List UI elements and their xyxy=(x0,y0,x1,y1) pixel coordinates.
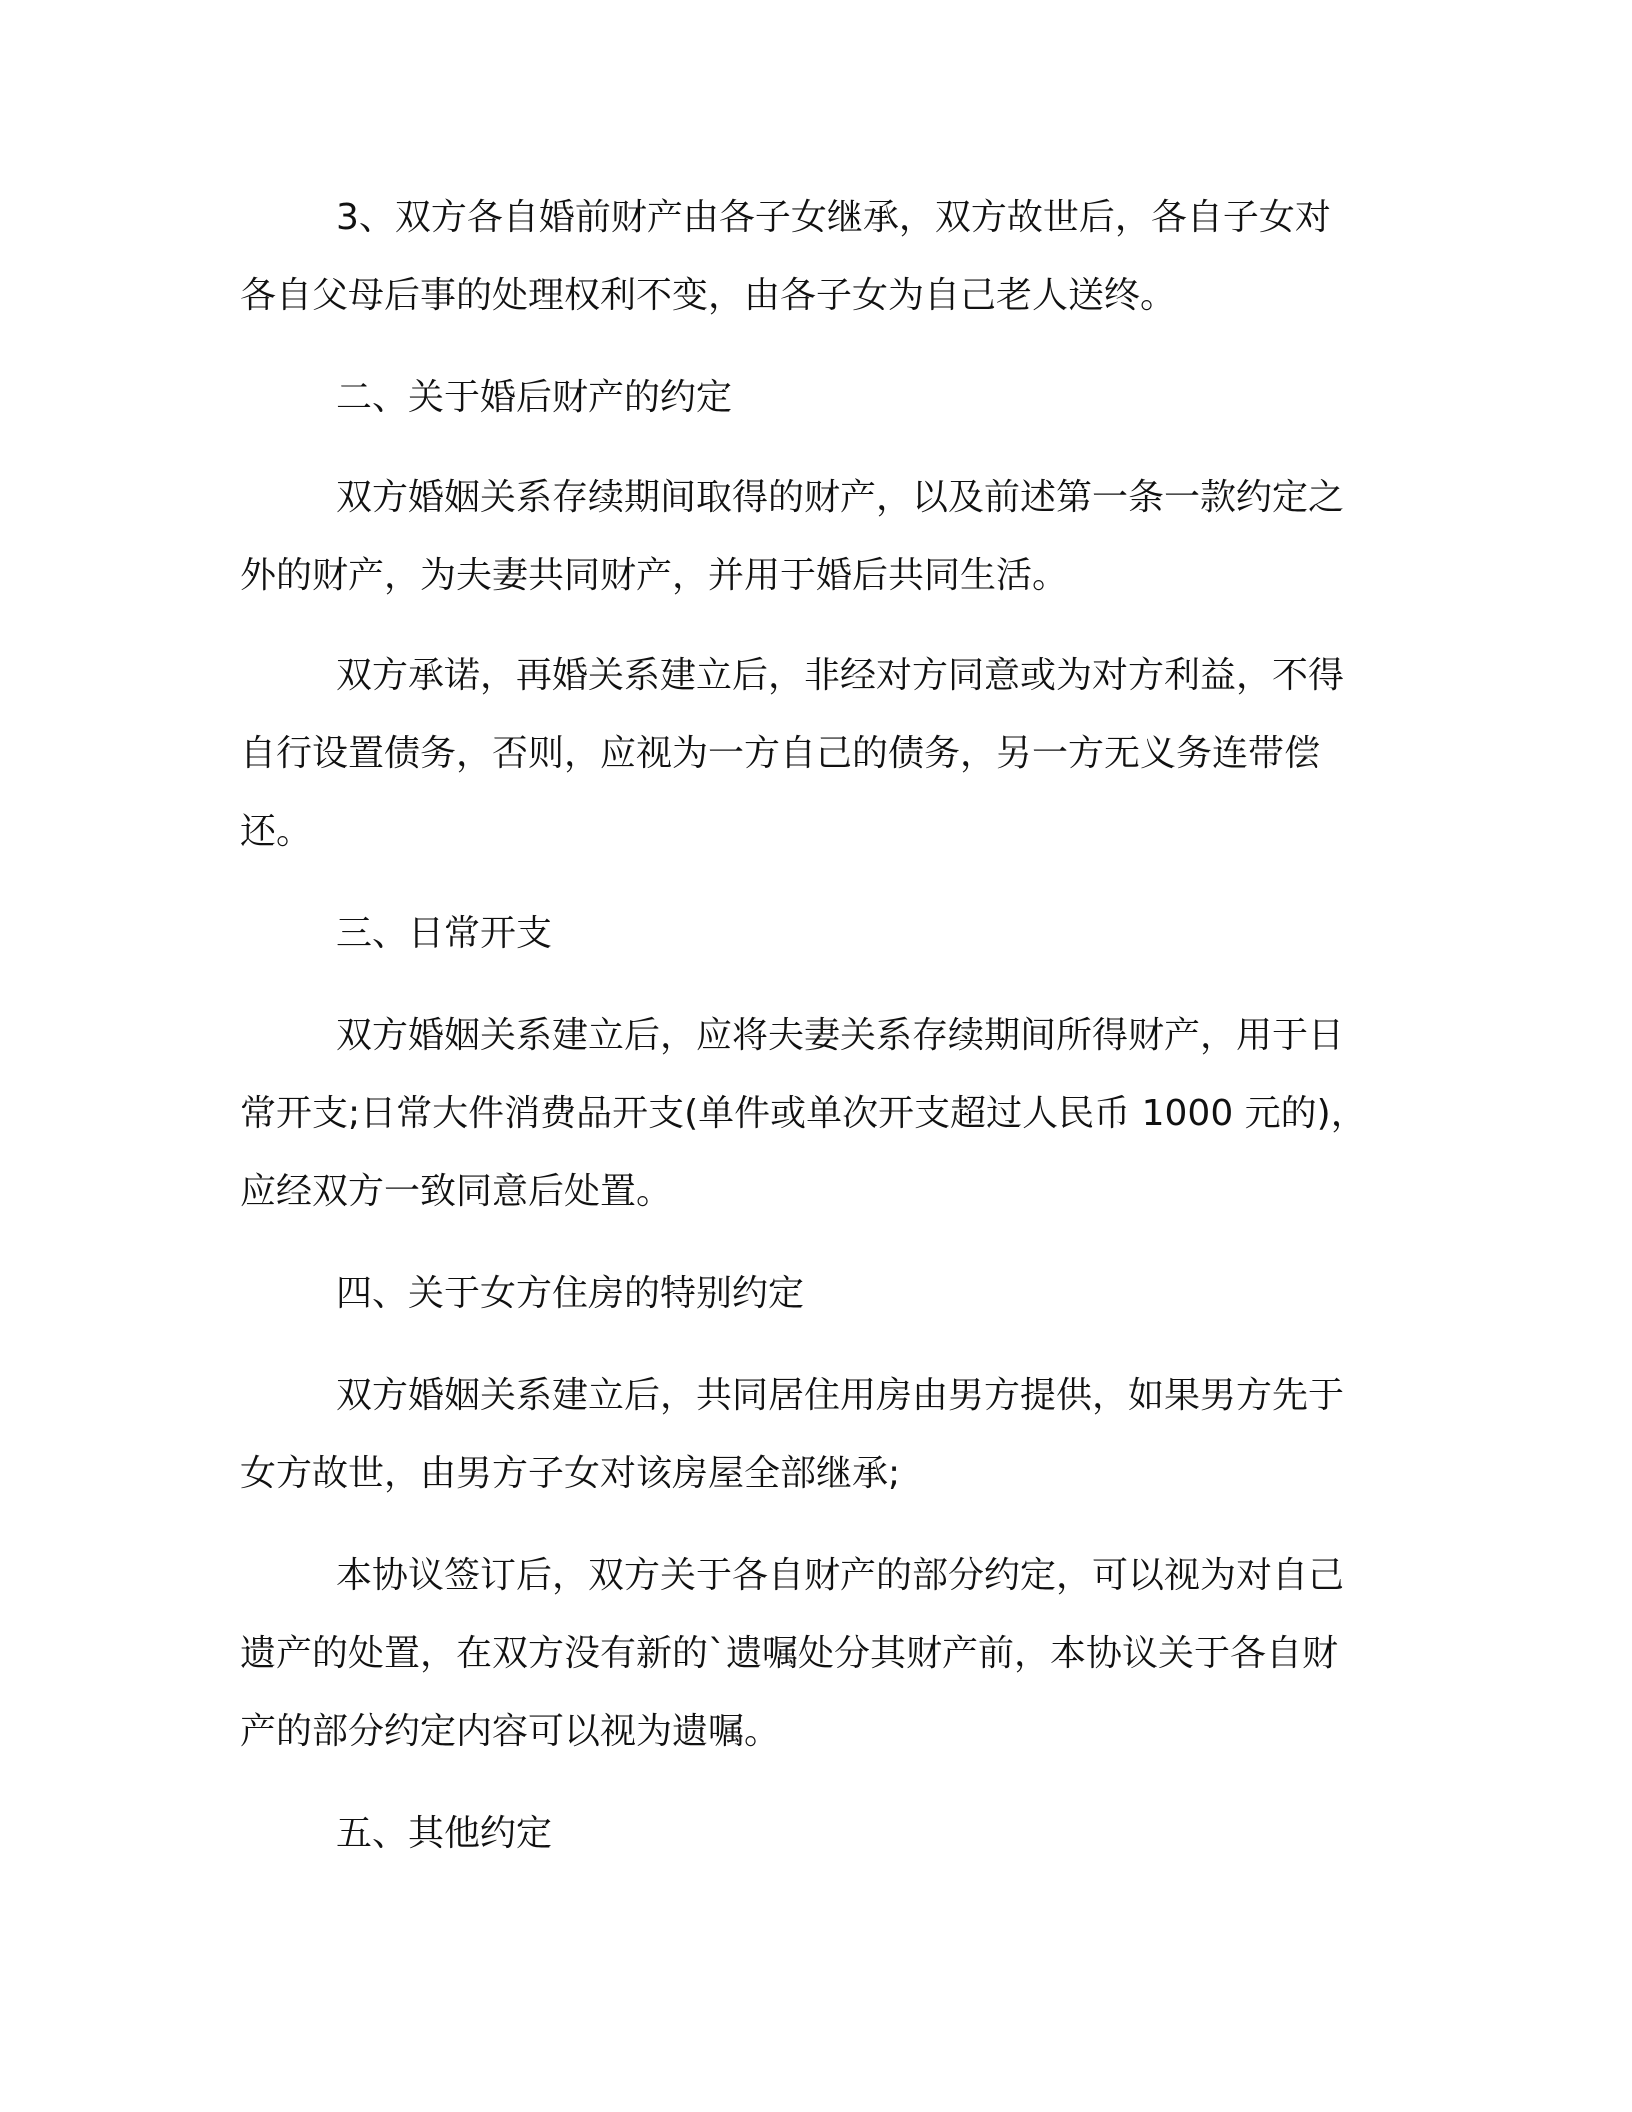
para-will-line-1: 本协议签订后，双方关于各自财产的部分约定，可以视为对自己 xyxy=(336,1555,1345,1596)
para-will-line-2: 遗产的处置，在双方没有新的`遗嘱处分其财产前，本协议关于各自财 xyxy=(240,1633,1339,1674)
para-debt-line-2: 自行设置债务，否则，应视为一方自己的债务，另一方无义务连带偿 xyxy=(240,733,1321,774)
para-expenses-line-3: 应经双方一致同意后处置。 xyxy=(240,1171,673,1212)
para-clause-3-line-2: 各自父母后事的处理权利不变，由各子女为自己老人送终。 xyxy=(240,275,1177,316)
para-will-line-3: 产的部分约定内容可以视为遗嘱。 xyxy=(240,1711,781,1752)
section-heading-5: 五、其他约定 xyxy=(336,1813,553,1854)
section-heading-2: 二、关于婚后财产的约定 xyxy=(336,377,733,418)
para-expenses-line-2: 常开支;日常大件消费品开支(单件或单次开支超过人民币 1000 元的)， xyxy=(240,1093,1367,1134)
para-clause-3-line-1: 3、双方各自婚前财产由各子女继承，双方故世后，各自子女对 xyxy=(336,197,1331,238)
para-debt-line-3: 还。 xyxy=(240,811,313,852)
para-housing-line-1: 双方婚姻关系建立后，共同居住用房由男方提供，如果男方先于 xyxy=(336,1375,1345,1416)
para-joint-property-line-1: 双方婚姻关系存续期间取得的财产，以及前述第一条一款约定之 xyxy=(336,477,1345,518)
section-heading-3: 三、日常开支 xyxy=(336,913,553,954)
section-heading-4: 四、关于女方住房的特别约定 xyxy=(336,1273,805,1314)
para-joint-property-line-2: 外的财产，为夫妻共同财产，并用于婚后共同生活。 xyxy=(240,555,1069,596)
para-housing-line-2: 女方故世，由男方子女对该房屋全部继承; xyxy=(240,1453,901,1494)
para-debt-line-1: 双方承诺，再婚关系建立后，非经对方同意或为对方利益，不得 xyxy=(336,655,1345,696)
para-expenses-line-1: 双方婚姻关系建立后，应将夫妻关系存续期间所得财产，用于日 xyxy=(336,1015,1345,1056)
